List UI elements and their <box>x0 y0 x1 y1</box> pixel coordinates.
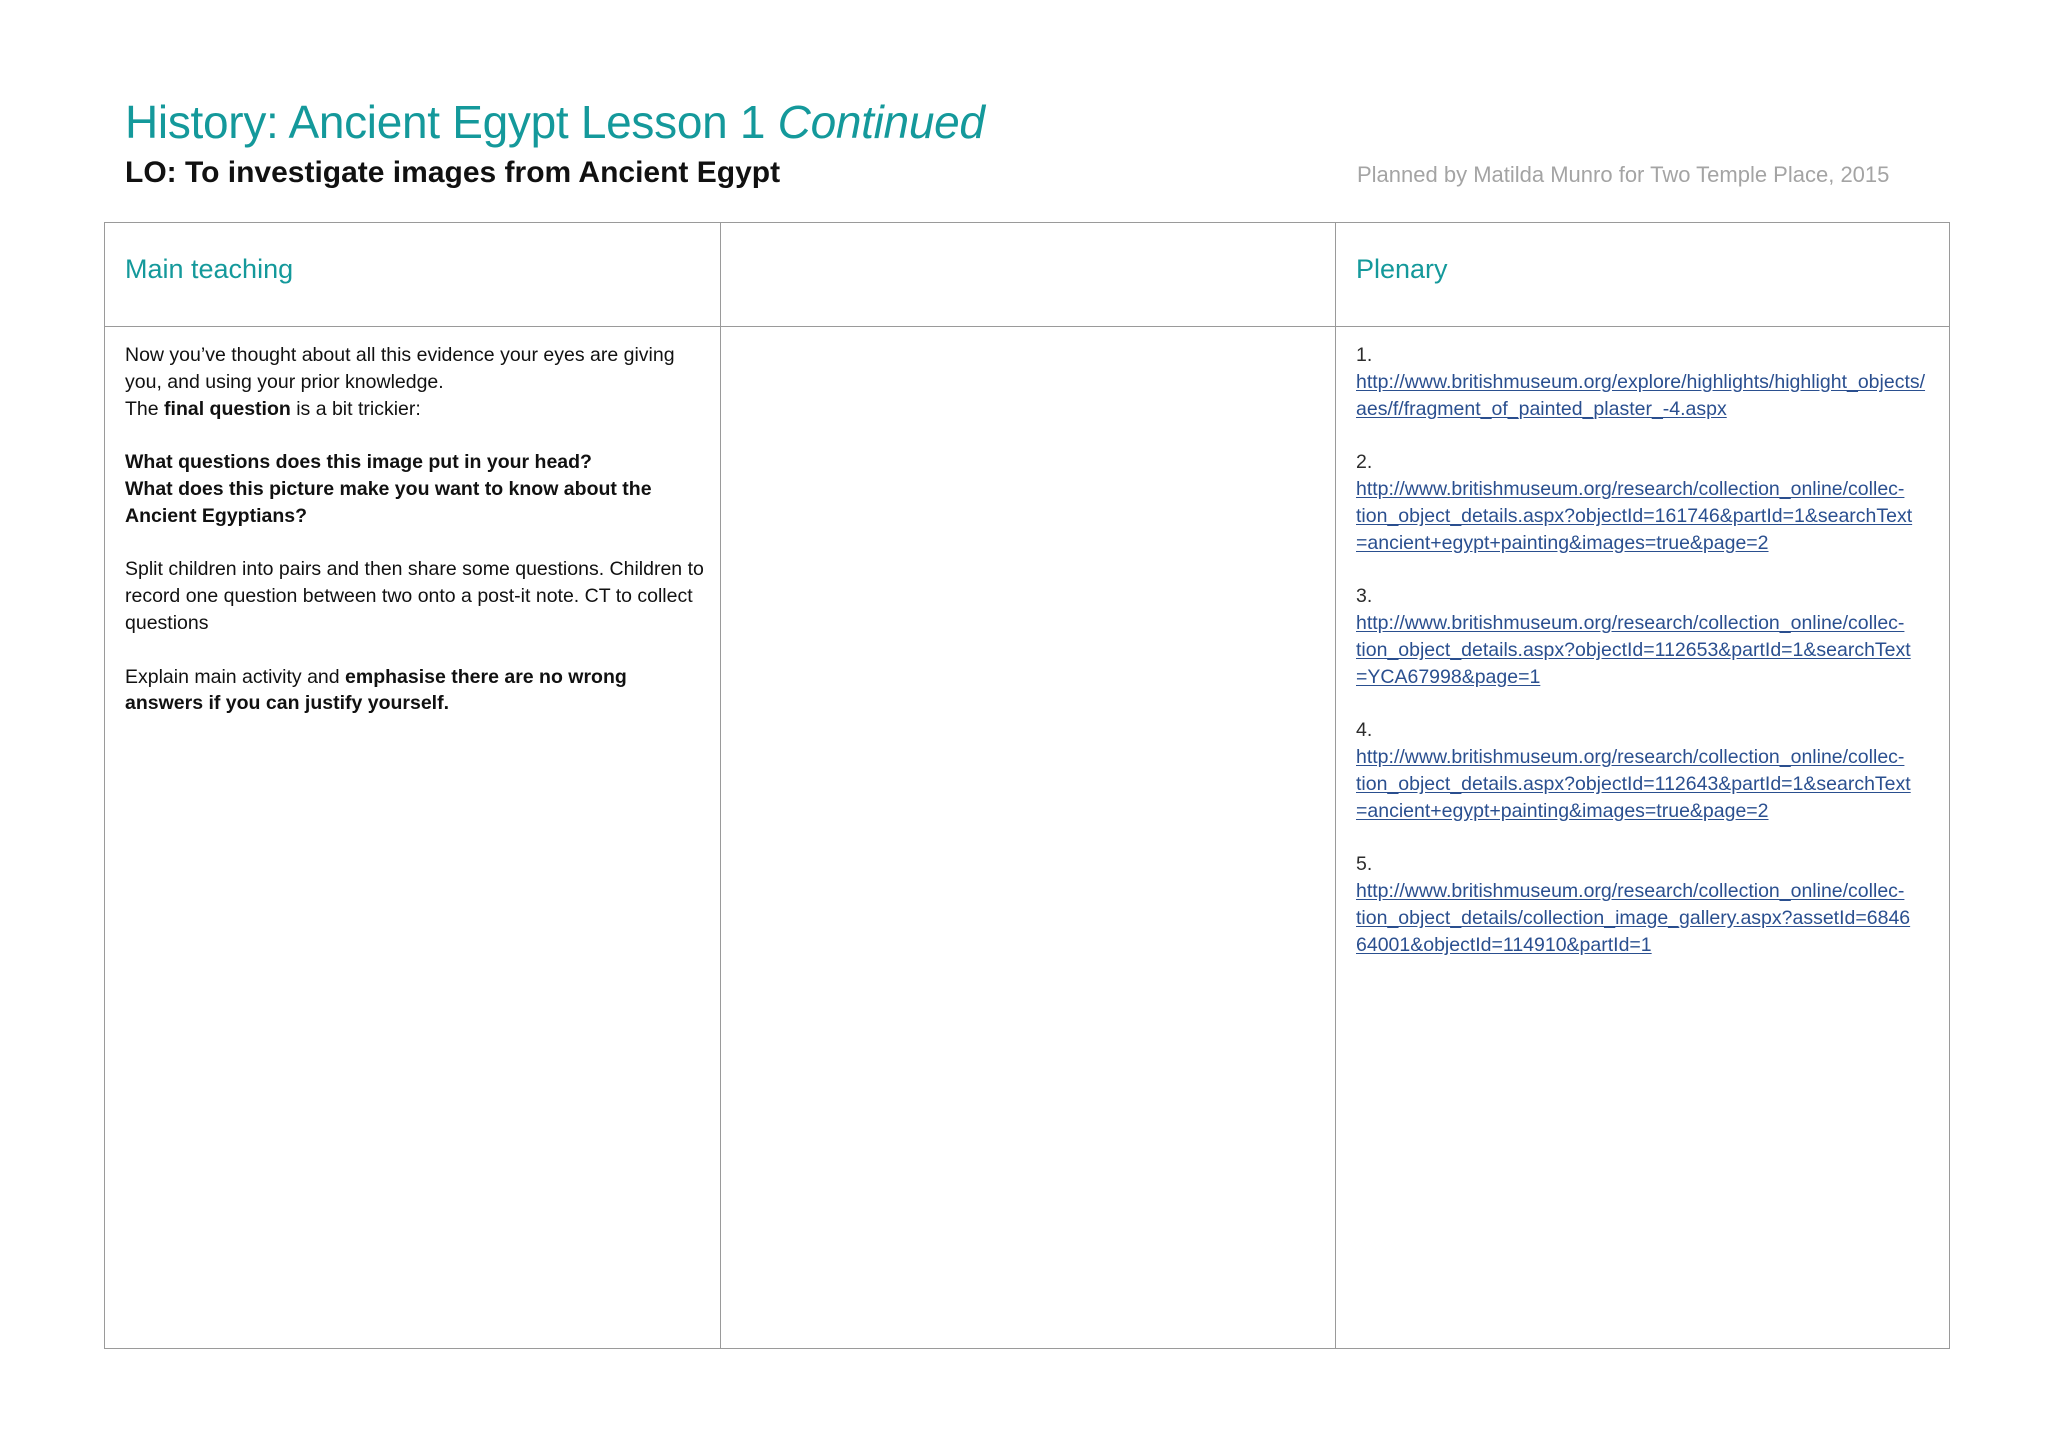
activity-emphasis: emphasise there are no wrong answers if you can justify yourself. <box>125 665 627 715</box>
title-main: History: Ancient Egypt Lesson 1 <box>125 96 766 148</box>
link-number: 3. <box>1356 585 1373 608</box>
column-divider <box>1335 223 1336 1348</box>
museum-link[interactable] <box>1356 744 1941 824</box>
museum-link[interactable] <box>1356 610 1941 690</box>
link-line: tion_object_details.aspx?objectId=112653&partId=1&searchText <box>1356 638 1911 661</box>
question-one: What questions does this image put in your head? <box>125 451 592 474</box>
link-number: 5. <box>1356 853 1373 876</box>
link-line: tion_object_details.aspx?objectId=112643&partId=1&searchText <box>1356 772 1911 795</box>
plenary-link-item <box>1356 851 1941 958</box>
lesson-plan-table <box>104 222 1950 1349</box>
main-teaching-heading: Main teaching <box>125 254 294 284</box>
intro-text-pre: The <box>125 397 165 420</box>
questions-paragraph <box>125 449 705 529</box>
link-line: http://www.britishmuseum.org/research/collection_online/collec- <box>1356 879 1905 902</box>
learning-objective: LO: To investigate images from Ancient Egypt <box>125 156 781 189</box>
intro-text-post: is a bit trickier: <box>290 397 421 420</box>
plenary-link-item <box>1356 449 1941 556</box>
museum-link[interactable] <box>1356 476 1941 556</box>
link-line: tion_object_details.aspx?objectId=161746&partId=1&searchText <box>1356 504 1913 527</box>
link-line: =ancient+egypt+painting&images=true&page=2 <box>1356 531 1769 554</box>
plenary-link-item <box>1356 583 1941 690</box>
intro-paragraph <box>125 342 705 422</box>
page-title <box>125 94 985 150</box>
plenary-link-item <box>1356 717 1941 824</box>
link-line: tion_object_details/collection_image_gallery.aspx?assetId=6846 <box>1356 906 1911 929</box>
link-line: http://www.britishmuseum.org/research/collection_online/collec- <box>1356 745 1905 768</box>
link-number: 1. <box>1356 344 1373 366</box>
link-line: http://www.britishmuseum.org/research/collection_online/collec- <box>1356 611 1905 634</box>
museum-link[interactable] <box>1356 369 1941 423</box>
pairs-paragraph: Split children into pairs and then share some questions. Children to record one question between two onto a post-it note. CT to collect questions <box>125 558 704 634</box>
question-two: What does this picture make you want to know about the Ancient Egyptians? <box>125 477 652 527</box>
column-divider <box>720 223 721 1348</box>
museum-link[interactable] <box>1356 878 1941 958</box>
activity-paragraph <box>125 664 705 718</box>
header-row-divider <box>105 326 1949 327</box>
final-question-emphasis: final question <box>164 397 291 420</box>
link-number: 4. <box>1356 719 1373 742</box>
credit-line: Planned by Matilda Munro for Two Temple Place, 2015 <box>1357 162 1890 187</box>
plenary-heading: Plenary <box>1356 254 1448 284</box>
plenary-link-item <box>1356 342 1941 422</box>
link-line: 64001&objectId=114910&partId=1 <box>1356 933 1652 956</box>
link-line: http://www.britishmuseum.org/explore/highlights/highlight_objects/ <box>1356 370 1926 393</box>
main-teaching-cell <box>125 342 705 744</box>
activity-text: Explain main activity and <box>125 665 346 688</box>
link-line: =ancient+egypt+painting&images=true&page=2 <box>1356 799 1769 822</box>
link-line: http://www.britishmuseum.org/research/collection_online/collec- <box>1356 477 1905 500</box>
plenary-cell <box>1356 342 1941 985</box>
intro-text: Now you’ve thought about all this evidence your eyes are giving you, and using your prior knowledge. <box>125 344 675 393</box>
title-suffix: Continued <box>777 96 985 148</box>
link-line: =YCA67998&page=1 <box>1356 665 1541 688</box>
link-line: aes/f/fragment_of_painted_plaster_-4.aspx <box>1356 397 1727 420</box>
link-number: 2. <box>1356 451 1373 474</box>
